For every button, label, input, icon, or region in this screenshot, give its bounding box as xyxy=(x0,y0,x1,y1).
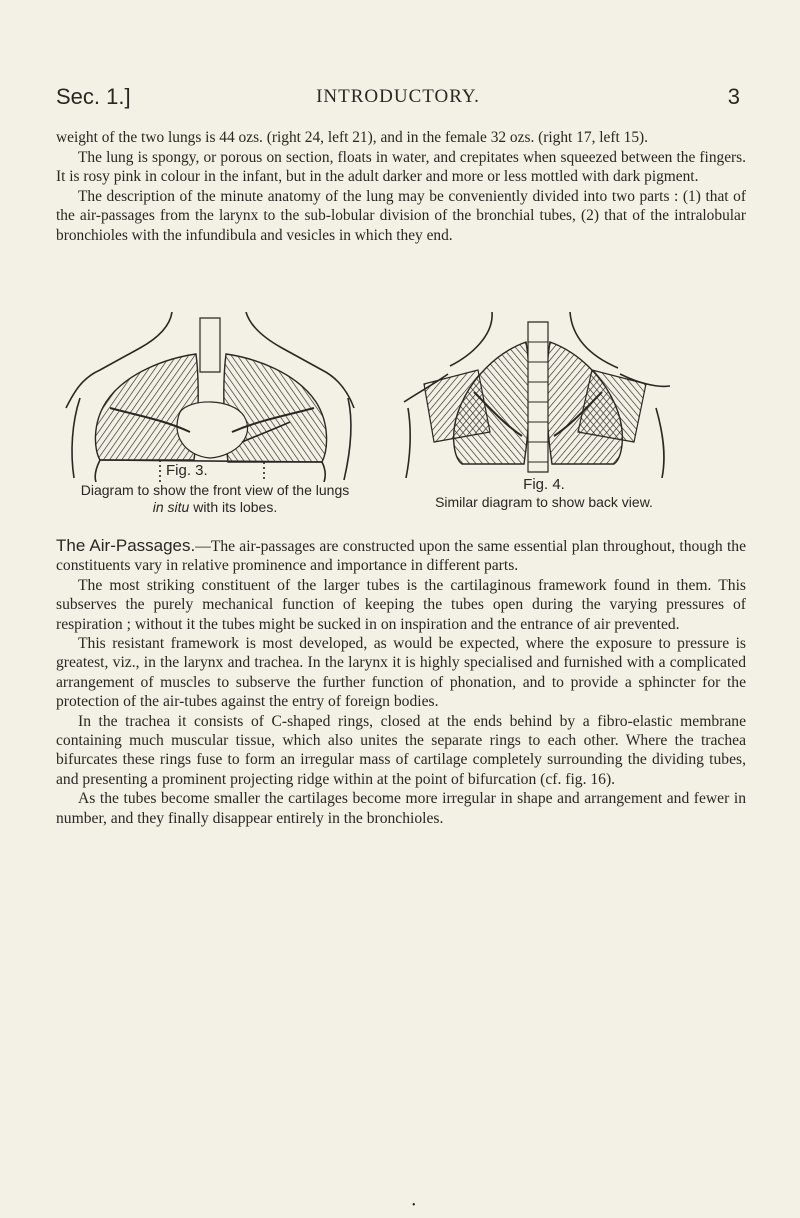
running-head xyxy=(56,84,740,114)
figure-number: Fig. 3. xyxy=(162,462,212,479)
figure-3 xyxy=(60,312,360,515)
section-label: Sec. 1.] xyxy=(56,84,131,109)
caption-text: with its lobes. xyxy=(189,499,278,515)
paragraph: The lung is spongy, or porous on section, floats in water, and crepitates when squeezed between the fingers. It is rosy pink in colour in the infant, but in the adult darker and more or less mottled with dark pigment. xyxy=(56,148,746,185)
paragraph: The description of the minute anatomy of the lung may be conveniently divided into two parts : (1) that of the air-passages from the larynx to the sub-lobular division of the bronchial tubes, (2) that of the intralobular bronchioles with the infundibula and vesicles in which they end. xyxy=(56,187,746,244)
paragraph: This resistant framework is most developed, as would be expected, where the exposure to pressure is greatest, viz., in the larynx and trachea. In the larynx it is highly specialised and furnished with a complicated arrangement of muscles to subserve the further function of phonation, and to provide a sphincter for the protection of the air-tubes against the entry of foreign bodies. xyxy=(56,635,746,711)
air-passages-section xyxy=(56,536,746,828)
figure-caption xyxy=(50,482,380,516)
paragraph-lead: —The air-passages are constructed upon the same essential plan throughout, though the constituents vary in relative prominence and importance in different parts. xyxy=(56,538,746,575)
page-title: INTRODUCTORY. xyxy=(316,86,480,107)
caption-text: Diagram to show the front view of the lungs xyxy=(80,482,350,498)
paragraph: The most striking constituent of the larger tubes is the cartilaginous framework found in them. This subserves the purely mechanical function of keeping the tubes open during the varying pressures of respiration ; without it the tubes might be sucked in on inspiration and the entrance of air prevented. xyxy=(56,576,746,633)
section-heading: The Air-Passages. xyxy=(56,536,196,555)
caption-emphasis: in situ xyxy=(152,499,190,515)
paragraph: weight of the two lungs is 44 ozs. (right 24, left 21), and in the female 32 ozs. (right 17, left 15). xyxy=(56,129,648,146)
page-number: 3 xyxy=(727,84,740,109)
lungs-back-diagram xyxy=(394,312,684,478)
paragraph: In the trachea it consists of C-shaped rings, closed at the ends behind by a fibro-elastic membrane containing much muscular tissue, which also unites the separate rings to each other. Where the trachea bifurcates these rings fuse to form an irregular mass of cartilage completely surrounding the dividing tubes, and presenting a prominent projecting ridge within at the point of bifurcation (cf. fig. 16). xyxy=(56,712,746,788)
paragraph: As the tubes become smaller the cartilages become more irregular in shape and arrangement and fewer in number, and they finally disappear entirely in the bronchioles. xyxy=(56,790,746,827)
intro-text xyxy=(56,128,746,245)
paragraph xyxy=(56,536,746,576)
figure-4 xyxy=(394,312,684,510)
bottom-mark: • xyxy=(412,1200,416,1211)
lungs-front-diagram xyxy=(60,312,360,482)
figure-number: Fig. 4. xyxy=(523,476,565,493)
figure-caption: Similar diagram to show back view. xyxy=(435,494,653,510)
